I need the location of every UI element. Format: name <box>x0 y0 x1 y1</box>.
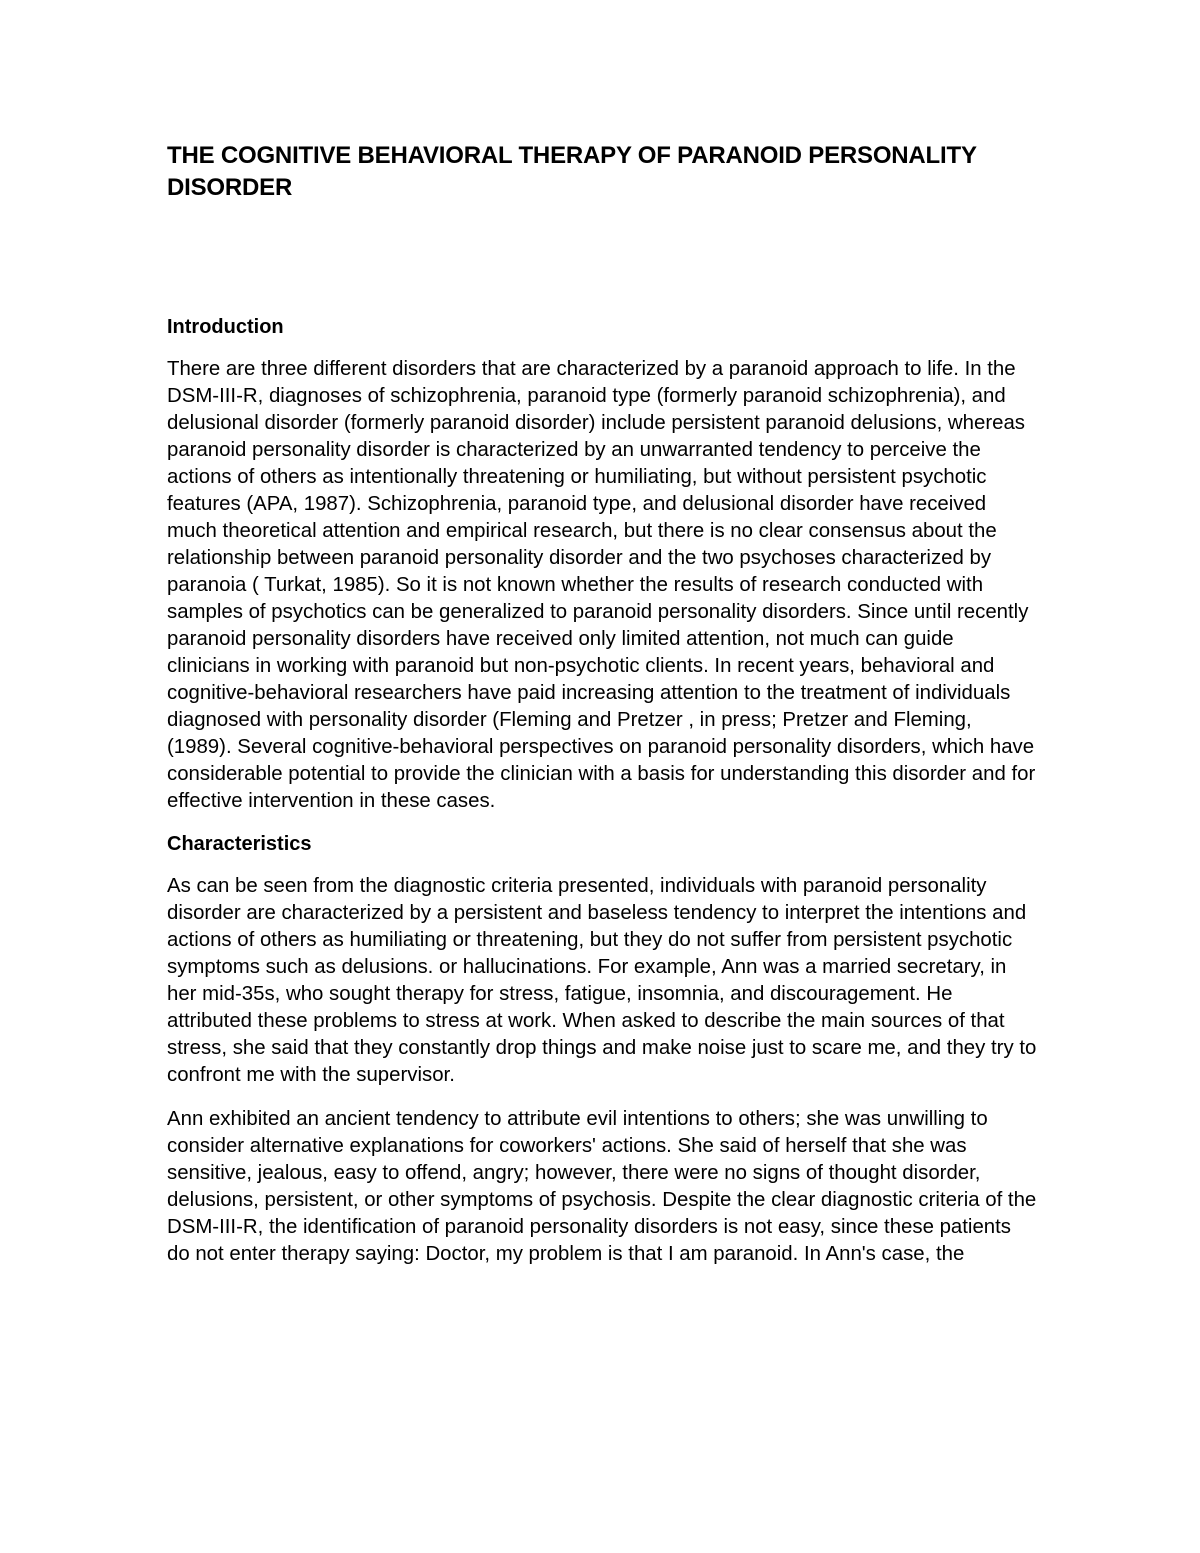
document-title: THE COGNITIVE BEHAVIORAL THERAPY OF PARANOID PERSONALITY DISORDER <box>167 142 977 201</box>
characteristics-paragraph-2: Ann exhibited an ancient tendency to attribute evil intentions to others; she was unwilling to consider alternative explanations for coworkers' actions. She said of herself that she was sensitive, jealous, easy to offend, angry; however, there were no signs of thought disorder, delusions, persistent, or other symptoms of psychosis. Despite the clear diagnostic criteria of the DSM-III-R, the identification of paranoid personality disorders is not easy, since these patients do not enter therapy saying: Doctor, my problem is that I am paranoid. In Ann's case, the <box>167 1108 1037 1265</box>
section-heading-characteristics: Characteristics <box>167 833 312 855</box>
document-body <box>167 140 1037 1268</box>
characteristics-paragraph-1: As can be seen from the diagnostic criteria presented, individuals with paranoid personality disorder are characterized by a persistent and baseless tendency to interpret the intentions and actions of others as humiliating or threatening, but they do not suffer from persistent psychotic symptoms such as delusions. or hallucinations. For example, Ann was a married secretary, in her mid-35s, who sought therapy for stress, fatigue, insomnia, and discouragement. He attributed these problems to stress at work. When asked to describe the main sources of that stress, she said that they constantly drop things and make noise just to scare me, and they try to confront me with the supervisor. <box>167 875 1037 1086</box>
section-heading-introduction: Introduction <box>167 316 284 338</box>
introduction-paragraph: There are three different disorders that are characterized by a paranoid approach to life. In the DSM-III-R, diagnoses of schizophrenia, paranoid type (formerly paranoid schizophrenia), and delusional disorder (formerly paranoid disorder) include persistent paranoid delusions, whereas paranoid personality disorder is characterized by an unwarranted tendency to perceive the actions of others as intentionally threatening or humiliating, but without persistent psychotic features (APA, 1987). Schizophrenia, paranoid type, and delusional disorder have received much theoretical attention and empirical research, but there is no clear consensus about the relationship between paranoid personality disorder and the two psychoses characterized by paranoia ( Turkat, 1985). So it is not known whether the results of research conducted with samples of psychotics can be generalized to paranoid personality disorders. Since until recently paranoid personality disorders have received only limited attention, not much can guide clinicians in working with paranoid but non-psychotic clients. In recent years, behavioral and cognitive-behavioral researchers have paid increasing attention to the treatment of individuals diagnosed with personality disorder (Fleming and Pretzer , in press; Pretzer and Fleming, (1989). Several cognitive-behavioral perspectives on paranoid personality disorders, which have considerable potential to provide the clinician with a basis for understanding this disorder and for effective intervention in these cases. <box>167 358 1036 812</box>
